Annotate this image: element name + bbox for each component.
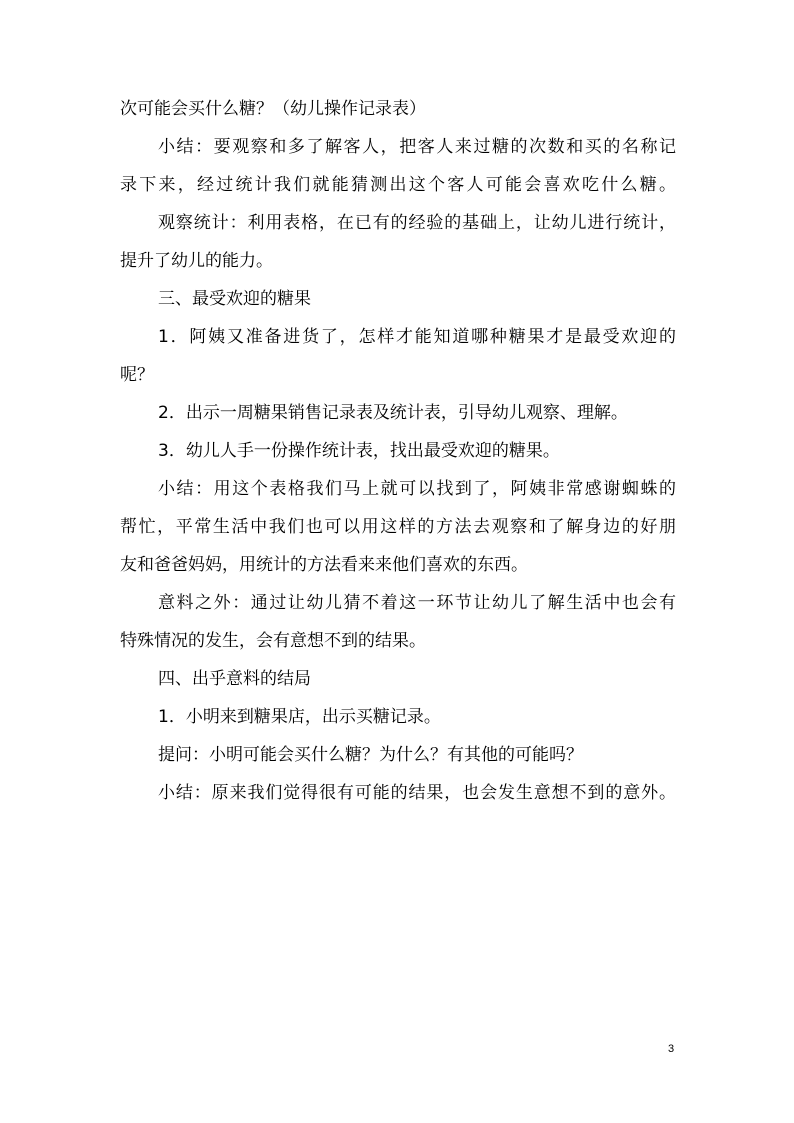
section-heading: 四、出乎意料的结局 bbox=[158, 669, 311, 689]
text-line: 小结：要观察和多了解客人，把客人来过糖的次数和买的名称记 bbox=[158, 137, 676, 157]
text-line: 特殊情况的发生，会有意想不到的结果。 bbox=[120, 631, 426, 651]
text-line: 友和爸爸妈妈，用统计的方法看来来他们喜欢的东西。 bbox=[120, 555, 528, 575]
text-line: 观察统计：利用表格，在已有的经验的基础上，让幼儿进行统计， bbox=[158, 213, 676, 233]
text-line: 小结：原来我们觉得很有可能的结果，也会发生意想不到的意外。 bbox=[158, 783, 676, 803]
text-line: 呢？ bbox=[120, 365, 154, 385]
text-line: 1．阿姨又准备进货了，怎样才能知道哪种糖果才是最受欢迎的 bbox=[158, 327, 676, 347]
document-body bbox=[120, 90, 676, 812]
page-number: 3 bbox=[668, 1043, 675, 1055]
text-line: 录下来，经过统计我们就能猜测出这个客人可能会喜欢吃什么糖。 bbox=[120, 175, 676, 195]
text-line: 3．幼儿人手一份操作统计表，找出最受欢迎的糖果。 bbox=[158, 441, 560, 461]
text-line: 提升了幼儿的能力。 bbox=[120, 251, 273, 271]
text-line: 提问：小明可能会买什么糖？为什么？有其他的可能吗？ bbox=[158, 745, 583, 765]
text-line: 次可能会买什么糖？（幼儿操作记录表） bbox=[120, 99, 426, 119]
section-heading: 三、最受欢迎的糖果 bbox=[158, 289, 311, 309]
text-line: 帮忙，平常生活中我们也可以用这样的方法去观察和了解身边的好朋 bbox=[120, 517, 676, 537]
text-line: 小结：用这个表格我们马上就可以找到了，阿姨非常感谢蜘蛛的 bbox=[158, 479, 676, 499]
text-line: 1．小明来到糖果店，出示买糖记录。 bbox=[158, 707, 441, 727]
text-line: 2．出示一周糖果销售记录表及统计表，引导幼儿观察、理解。 bbox=[158, 403, 628, 423]
text-line: 意料之外：通过让幼儿猜不着这一环节让幼儿了解生活中也会有 bbox=[158, 593, 676, 613]
